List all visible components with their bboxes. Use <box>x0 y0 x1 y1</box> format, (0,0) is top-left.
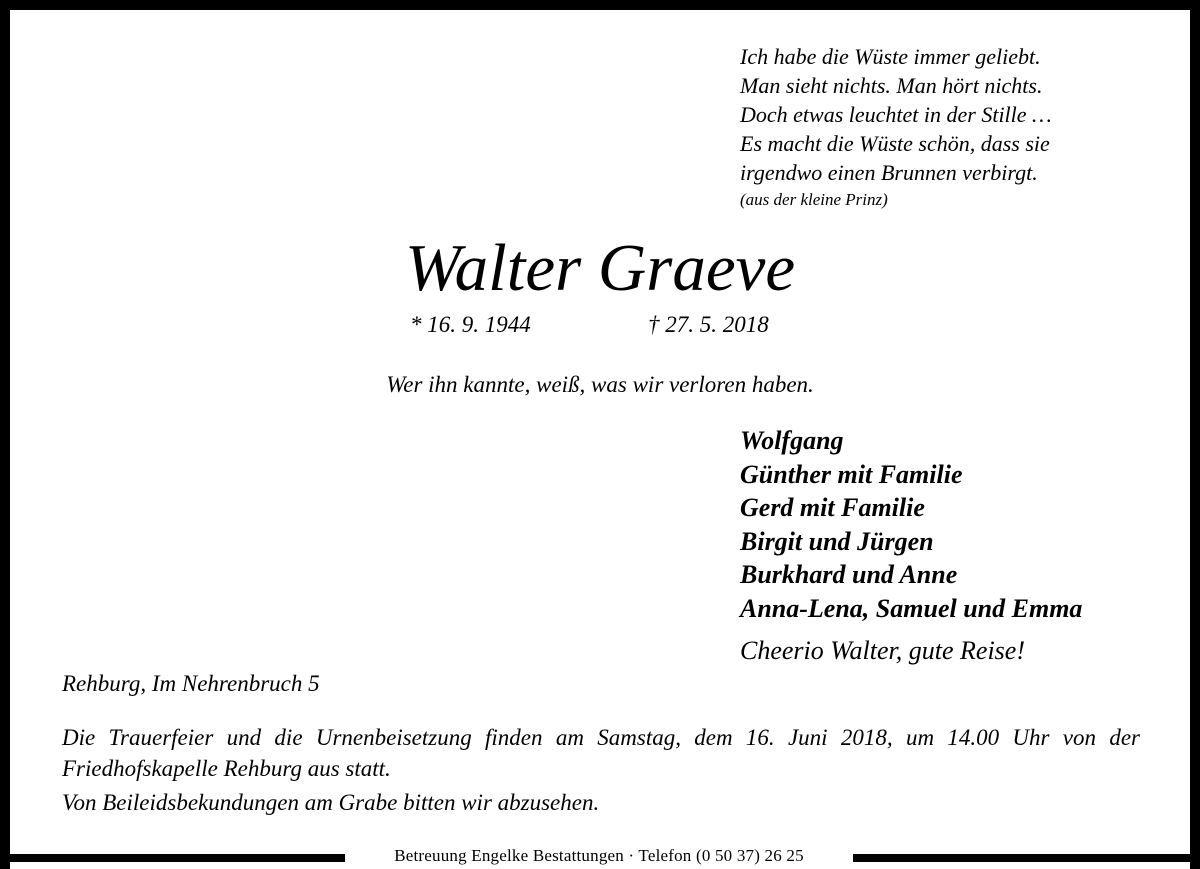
mourner-entry: Günther mit Familie <box>740 459 963 489</box>
memorial-quote: Wer ihn kannte, weiß, was wir verloren haben. <box>386 372 814 397</box>
poem-line: Es macht die Wüste schön, dass sie <box>740 131 1050 156</box>
farewell-line: Cheerio Walter, gute Reise! <box>740 636 1025 665</box>
poem-line: Doch etwas leuchtet in der Stille … <box>740 102 1052 127</box>
mourner-entry: Burkhard und Anne <box>740 560 958 589</box>
mourners-list <box>740 424 1082 625</box>
poem-source: (aus der kleine Prinz) <box>740 190 888 209</box>
footer-undertaker: Betreuung Engelke Bestattungen · Telefon (0 50 37) 26 25 <box>394 846 804 865</box>
funeral-notice: Die Trauerfeier und die Urnenbeisetzung finden am Samstag, dem 16. Juni 2018, um 14.00 Uhr von der Friedhofskapelle Rehburg aus statt. <box>62 725 1140 781</box>
deceased-name: Walter Graeve <box>404 231 796 305</box>
mourner-entry: Wolfgang <box>740 426 844 455</box>
bottom-bar-right <box>853 854 1200 862</box>
mourner-entry: Anna-Lena, Samuel und Emma <box>740 593 1083 623</box>
poem-block <box>740 42 1052 213</box>
mourner-entry: Gerd mit Familie <box>740 493 925 522</box>
condolence-notice: Von Beileidsbekundungen am Grabe bitten wir abzusehen. <box>62 790 600 815</box>
poem-line: Man sieht nichts. Man hört nichts. <box>740 73 1043 98</box>
death-date: † 27. 5. 2018 <box>648 312 769 337</box>
poem-line: Ich habe die Wüste immer geliebt. <box>740 44 1041 69</box>
birth-date: * 16. 9. 1944 <box>410 312 531 337</box>
poem-line: irgendwo einen Brunnen verbirgt. <box>740 160 1038 185</box>
mourner-entry: Birgit und Jürgen <box>740 526 934 556</box>
address: Rehburg, Im Nehrenbruch 5 <box>62 671 320 696</box>
bottom-bar-left <box>0 854 345 862</box>
